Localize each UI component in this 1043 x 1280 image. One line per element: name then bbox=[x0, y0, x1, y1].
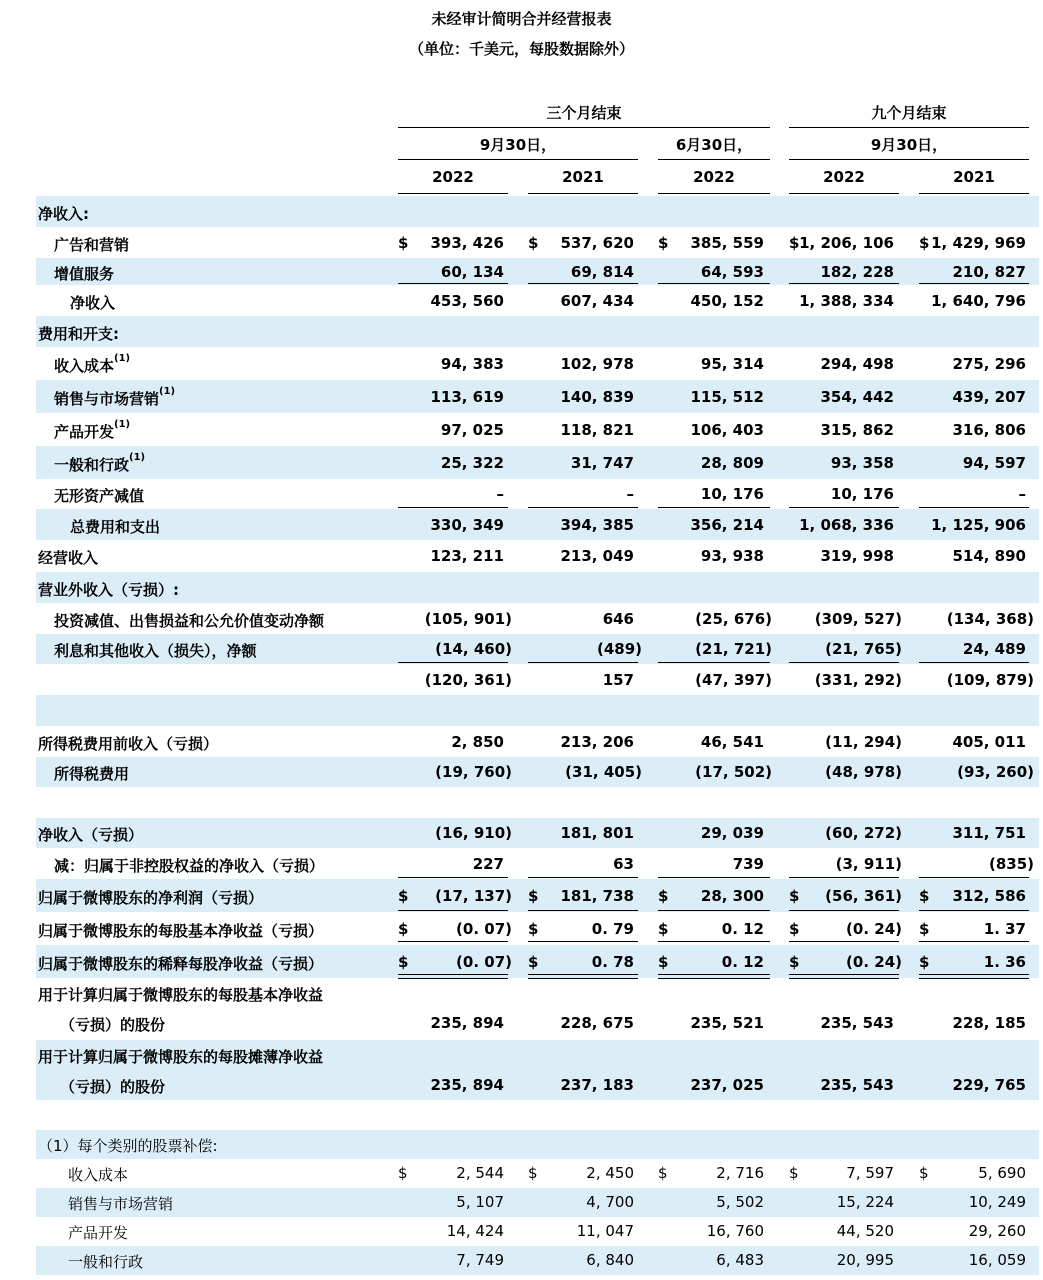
footnote-row bbox=[36, 1159, 1039, 1188]
header-nine-months: 九个月结束 bbox=[871, 104, 947, 122]
cell-value: 237, 025 bbox=[690, 1076, 764, 1094]
cell-value: (0. 07) bbox=[456, 953, 512, 971]
cell-value: 330, 349 bbox=[430, 516, 504, 534]
cell-value: 0. 12 bbox=[721, 920, 764, 938]
subtotal-underline bbox=[528, 877, 638, 878]
cell-value: 4, 700 bbox=[586, 1193, 634, 1211]
header-sep30-nine: 9月30日， bbox=[870, 136, 948, 154]
cell-value: 235, 543 bbox=[820, 1076, 894, 1094]
table-row bbox=[36, 634, 1039, 664]
header-rule bbox=[658, 193, 770, 194]
row-label: 产品开发 bbox=[68, 1224, 129, 1242]
cell-value: (3, 911) bbox=[835, 855, 902, 873]
cell-value: 607, 434 bbox=[560, 292, 634, 310]
cell-value: 97, 025 bbox=[440, 421, 504, 439]
currency-symbol: $ bbox=[919, 234, 930, 252]
cell-value: 1, 206, 106 bbox=[799, 234, 894, 252]
row-label: 产品开发$^{(1)}$ bbox=[54, 419, 131, 441]
currency-symbol: $ bbox=[919, 1164, 929, 1182]
cell-value: (16, 910) bbox=[435, 824, 512, 842]
subtotal-underline bbox=[398, 877, 508, 878]
subtotal-underline bbox=[919, 507, 1029, 508]
row-label: 用于计算归属于微博股东的每股摊薄净收益 bbox=[38, 1048, 324, 1066]
cell-value: (0. 24) bbox=[846, 953, 902, 971]
cell-value: 6, 483 bbox=[716, 1251, 764, 1269]
subtotal-underline bbox=[398, 507, 508, 508]
row-label-continued: （亏损）的股份 bbox=[60, 1016, 166, 1034]
subtotal-underline bbox=[528, 283, 638, 284]
cell-value: 102, 978 bbox=[560, 355, 634, 373]
cell-value: 29, 039 bbox=[700, 824, 764, 842]
cell-value: 10, 176 bbox=[700, 485, 764, 503]
table-row bbox=[36, 978, 1039, 1040]
cell-value: 7, 749 bbox=[456, 1251, 504, 1269]
cell-value: 10, 249 bbox=[968, 1193, 1026, 1211]
cell-value: 235, 894 bbox=[430, 1076, 504, 1094]
cell-value: 514, 890 bbox=[952, 547, 1026, 565]
cell-value: 1, 429, 969 bbox=[931, 234, 1026, 252]
cell-value: (21, 765) bbox=[825, 640, 902, 658]
cell-value: (835) bbox=[988, 855, 1034, 873]
footnote-title: （1）每个类别的股票补偿: bbox=[38, 1137, 218, 1155]
cell-value: (93, 260) bbox=[957, 763, 1034, 781]
row-label: 增值服务 bbox=[54, 265, 115, 283]
cell-value: 31, 747 bbox=[570, 454, 634, 472]
cell-value: (14, 460) bbox=[435, 640, 512, 658]
header-rule bbox=[398, 159, 638, 160]
table-row bbox=[36, 479, 1039, 509]
cell-value: 16, 760 bbox=[706, 1222, 764, 1240]
cell-value: (109, 879) bbox=[946, 671, 1034, 689]
cell-value: (17, 137) bbox=[435, 887, 512, 905]
table-row bbox=[36, 227, 1039, 258]
header-rule bbox=[528, 193, 638, 194]
header-rule bbox=[789, 193, 899, 194]
cell-value: – bbox=[496, 485, 504, 503]
cell-value: 10, 176 bbox=[830, 485, 894, 503]
cell-value: 181, 738 bbox=[560, 887, 634, 905]
cell-value: 0. 12 bbox=[721, 953, 764, 971]
footnote-marker: (1) bbox=[114, 419, 131, 430]
cell-value: 235, 521 bbox=[690, 1014, 764, 1032]
cell-value: 235, 894 bbox=[430, 1014, 504, 1032]
cell-value: 227 bbox=[472, 855, 504, 873]
table-row bbox=[36, 316, 1039, 347]
row-label: 净收入: bbox=[38, 205, 89, 223]
row-label: 用于计算归属于微博股东的每股基本净收益 bbox=[38, 986, 324, 1004]
cell-value: 235, 543 bbox=[820, 1014, 894, 1032]
cell-value: 5, 690 bbox=[978, 1164, 1026, 1182]
subtotal-underline bbox=[398, 283, 508, 284]
cell-value: (331, 292) bbox=[814, 671, 902, 689]
currency-symbol: $ bbox=[528, 887, 539, 905]
table-row bbox=[36, 540, 1039, 572]
table-row bbox=[36, 509, 1039, 540]
cell-value: 113, 619 bbox=[430, 388, 504, 406]
subtotal-underline bbox=[658, 910, 770, 911]
table-row bbox=[36, 347, 1039, 380]
cell-value: 312, 586 bbox=[952, 887, 1026, 905]
cell-value: 63 bbox=[613, 855, 634, 873]
currency-symbol: $ bbox=[919, 953, 930, 971]
cell-value: 294, 498 bbox=[820, 355, 894, 373]
subtotal-underline bbox=[789, 283, 899, 284]
header-rule bbox=[398, 127, 770, 128]
row-label: 收入成本$^{(1)}$ bbox=[54, 353, 131, 375]
cell-value: (11, 294) bbox=[825, 733, 902, 751]
cell-value: 439, 207 bbox=[952, 388, 1026, 406]
cell-value: 213, 206 bbox=[560, 733, 634, 751]
footnote-marker: (1) bbox=[159, 386, 176, 397]
cell-value: (21, 721) bbox=[695, 640, 772, 658]
cell-value: 28, 809 bbox=[700, 454, 764, 472]
footnote-marker: (1) bbox=[114, 353, 131, 364]
currency-symbol: $ bbox=[789, 887, 800, 905]
currency-symbol: $ bbox=[789, 920, 800, 938]
table-row bbox=[36, 413, 1039, 446]
cell-value: 11, 047 bbox=[576, 1222, 634, 1240]
header-year: 2022 bbox=[823, 168, 865, 186]
subtotal-underline bbox=[789, 877, 899, 878]
subtotal-underline bbox=[528, 507, 638, 508]
cell-value: 237, 183 bbox=[560, 1076, 634, 1094]
cell-value: 5, 107 bbox=[456, 1193, 504, 1211]
cell-value: (17, 502) bbox=[695, 763, 772, 781]
row-label: 销售与市场营销$^{(1)}$ bbox=[54, 386, 176, 408]
cell-value: (0. 24) bbox=[846, 920, 902, 938]
currency-symbol: $ bbox=[919, 920, 930, 938]
cell-value: 1, 388, 334 bbox=[799, 292, 894, 310]
cell-value: 229, 765 bbox=[952, 1076, 1026, 1094]
table-row bbox=[36, 879, 1039, 912]
cell-value: 2, 450 bbox=[586, 1164, 634, 1182]
subtotal-underline bbox=[789, 662, 899, 663]
footnote-row bbox=[36, 1188, 1039, 1217]
cell-value: 228, 675 bbox=[560, 1014, 634, 1032]
cell-value: – bbox=[1018, 485, 1026, 503]
currency-symbol: $ bbox=[658, 1164, 668, 1182]
table-row bbox=[36, 603, 1039, 634]
currency-symbol: $ bbox=[398, 234, 409, 252]
currency-symbol: $ bbox=[398, 1164, 408, 1182]
table-row bbox=[36, 446, 1039, 479]
cell-value: 93, 938 bbox=[700, 547, 764, 565]
cell-value: 106, 403 bbox=[690, 421, 764, 439]
cell-value: (60, 272) bbox=[825, 824, 902, 842]
row-label: 净收入 bbox=[70, 294, 116, 312]
cell-value: 316, 806 bbox=[952, 421, 1026, 439]
header-year: 2021 bbox=[953, 168, 995, 186]
cell-value: 537, 620 bbox=[560, 234, 634, 252]
row-label: 广告和营销 bbox=[54, 236, 130, 254]
subtotal-underline bbox=[919, 283, 1029, 284]
cell-value: 0. 78 bbox=[591, 953, 634, 971]
row-label: 收入成本 bbox=[68, 1166, 129, 1184]
cell-value: 140, 839 bbox=[560, 388, 634, 406]
header-rule bbox=[658, 159, 770, 160]
currency-symbol: $ bbox=[789, 1164, 799, 1182]
row-label: 一般和行政 bbox=[68, 1253, 144, 1271]
cell-value: 213, 049 bbox=[560, 547, 634, 565]
statement-title: 未经审计简明合并经营报表 bbox=[431, 10, 612, 28]
header-jun30: 6月30日， bbox=[675, 136, 753, 154]
cell-value: 29, 260 bbox=[968, 1222, 1026, 1240]
cell-value: 5, 502 bbox=[716, 1193, 764, 1211]
statement-subtitle: （单位：千美元，每股数据除外） bbox=[408, 40, 634, 58]
cell-value: 319, 998 bbox=[820, 547, 894, 565]
header-sep30: 9月30日， bbox=[479, 136, 557, 154]
row-label: 营业外收入（亏损）: bbox=[38, 581, 179, 599]
cell-value: 94, 597 bbox=[962, 454, 1026, 472]
cell-value: 354, 442 bbox=[820, 388, 894, 406]
subtotal-underline bbox=[789, 910, 899, 911]
currency-symbol: $ bbox=[528, 953, 539, 971]
table-row bbox=[36, 818, 1039, 848]
cell-value: 6, 840 bbox=[586, 1251, 634, 1269]
subtotal-underline bbox=[658, 877, 770, 878]
row-label: 减：归属于非控股权益的净收入（亏损） bbox=[54, 857, 325, 875]
subtotal-underline bbox=[658, 283, 770, 284]
cell-value: 1, 125, 906 bbox=[931, 516, 1026, 534]
row-label: 费用和开支: bbox=[38, 325, 119, 343]
subtotal-underline bbox=[398, 910, 508, 911]
subtotal-underline bbox=[658, 662, 770, 663]
currency-symbol: $ bbox=[789, 234, 800, 252]
cell-value: 69, 814 bbox=[570, 263, 634, 281]
cell-value: 2, 544 bbox=[456, 1164, 504, 1182]
table-row bbox=[36, 757, 1039, 787]
cell-value: 115, 512 bbox=[690, 388, 764, 406]
currency-symbol: $ bbox=[398, 953, 409, 971]
footnote-row bbox=[36, 1246, 1039, 1275]
table-row bbox=[36, 848, 1039, 879]
cell-value: (120, 361) bbox=[424, 671, 512, 689]
row-label: 销售与市场营销 bbox=[68, 1195, 174, 1213]
cell-value: 646 bbox=[602, 610, 634, 628]
cell-value: (309, 527) bbox=[814, 610, 902, 628]
row-label: 经营收入 bbox=[38, 549, 99, 567]
subtotal-underline bbox=[789, 507, 899, 508]
header-three-months: 三个月结束 bbox=[546, 104, 622, 122]
cell-value: 393, 426 bbox=[430, 234, 504, 252]
cell-value: 453, 560 bbox=[430, 292, 504, 310]
subtotal-underline bbox=[919, 877, 1029, 878]
cell-value: 118, 821 bbox=[560, 421, 634, 439]
row-label: 无形资产减值 bbox=[54, 487, 145, 505]
cell-value: 1. 37 bbox=[983, 920, 1026, 938]
currency-symbol: $ bbox=[398, 887, 409, 905]
table-row bbox=[36, 664, 1039, 695]
spacer-band bbox=[36, 695, 1039, 726]
row-label: 归属于微博股东的稀释每股净收益（亏损） bbox=[38, 955, 324, 973]
row-label: 所得税费用 bbox=[54, 765, 130, 783]
header-rule bbox=[919, 193, 1029, 194]
cell-value: (56, 361) bbox=[825, 887, 902, 905]
subtotal-underline bbox=[658, 507, 770, 508]
currency-symbol: $ bbox=[398, 920, 409, 938]
cell-value: 210, 827 bbox=[952, 263, 1026, 281]
cell-value: – bbox=[626, 485, 634, 503]
cell-value: 16, 059 bbox=[968, 1251, 1026, 1269]
header-year: 2022 bbox=[693, 168, 735, 186]
cell-value: 14, 424 bbox=[446, 1222, 504, 1240]
row-label: 总费用和支出 bbox=[70, 518, 161, 536]
table-row bbox=[36, 285, 1039, 316]
cell-value: (48, 978) bbox=[825, 763, 902, 781]
cell-value: (134, 368) bbox=[946, 610, 1034, 628]
cell-value: 25, 322 bbox=[440, 454, 504, 472]
cell-value: (47, 397) bbox=[695, 671, 772, 689]
row-label: 净收入（亏损） bbox=[38, 826, 144, 844]
subtotal-underline bbox=[398, 662, 508, 663]
header-year: 2021 bbox=[562, 168, 604, 186]
cell-value: 228, 185 bbox=[952, 1014, 1026, 1032]
subtotal-underline bbox=[919, 662, 1029, 663]
table-row bbox=[36, 258, 1039, 285]
cell-value: 93, 358 bbox=[830, 454, 894, 472]
cell-value: 24, 489 bbox=[962, 640, 1026, 658]
cell-value: 739 bbox=[732, 855, 764, 873]
cell-value: 356, 214 bbox=[690, 516, 764, 534]
row-label: 一般和行政$^{(1)}$ bbox=[54, 452, 146, 474]
cell-value: 7, 597 bbox=[846, 1164, 894, 1182]
currency-symbol: $ bbox=[658, 234, 669, 252]
cell-value: 157 bbox=[602, 671, 634, 689]
row-label: 归属于微博股东的每股基本净收益（亏损） bbox=[38, 922, 324, 940]
currency-symbol: $ bbox=[658, 953, 669, 971]
cell-value: 60, 134 bbox=[440, 263, 504, 281]
cell-value: (0. 07) bbox=[456, 920, 512, 938]
cell-value: 95, 314 bbox=[700, 355, 764, 373]
cell-value: 311, 751 bbox=[952, 824, 1026, 842]
cell-value: 20, 995 bbox=[836, 1251, 894, 1269]
table-row bbox=[36, 572, 1039, 603]
cell-value: (19, 760) bbox=[435, 763, 512, 781]
footnote-row bbox=[36, 1217, 1039, 1246]
currency-symbol: $ bbox=[528, 920, 539, 938]
footnote-title-row bbox=[36, 1130, 1039, 1159]
footnote-marker: (1) bbox=[129, 452, 146, 463]
cell-value: 2, 850 bbox=[451, 733, 504, 751]
cell-value: 405, 011 bbox=[952, 733, 1026, 751]
currency-symbol: $ bbox=[528, 234, 539, 252]
table-row bbox=[36, 196, 1039, 227]
table-row bbox=[36, 1040, 1039, 1100]
cell-value: 1, 640, 796 bbox=[931, 292, 1026, 310]
row-label: 所得税费用前收入（亏损） bbox=[38, 735, 219, 753]
subtotal-underline bbox=[919, 910, 1029, 911]
row-label-continued: （亏损）的股份 bbox=[60, 1078, 166, 1096]
currency-symbol: $ bbox=[658, 887, 669, 905]
cell-value: (489) bbox=[596, 640, 642, 658]
header-rule bbox=[789, 159, 1029, 160]
cell-value: 181, 801 bbox=[560, 824, 634, 842]
cell-value: 1, 068, 336 bbox=[799, 516, 894, 534]
cell-value: 44, 520 bbox=[836, 1222, 894, 1240]
cell-value: 0. 79 bbox=[591, 920, 634, 938]
row-label: 归属于微博股东的净利润（亏损） bbox=[38, 889, 264, 907]
row-label: 投资减值、出售损益和公允价值变动净额 bbox=[54, 612, 325, 630]
currency-symbol: $ bbox=[528, 1164, 538, 1182]
cell-value: 123, 211 bbox=[430, 547, 504, 565]
cell-value: 64, 593 bbox=[700, 263, 764, 281]
cell-value: (31, 405) bbox=[565, 763, 642, 781]
header-rule bbox=[398, 193, 508, 194]
cell-value: 15, 224 bbox=[836, 1193, 894, 1211]
row-label: 利息和其他收入（损失），净额 bbox=[54, 642, 257, 660]
cell-value: 275, 296 bbox=[952, 355, 1026, 373]
cell-value: 182, 228 bbox=[820, 263, 894, 281]
currency-symbol: $ bbox=[658, 920, 669, 938]
cell-value: 2, 716 bbox=[716, 1164, 764, 1182]
header-year: 2022 bbox=[432, 168, 474, 186]
cell-value: 94, 383 bbox=[440, 355, 504, 373]
cell-value: 315, 862 bbox=[820, 421, 894, 439]
cell-value: 450, 152 bbox=[690, 292, 764, 310]
cell-value: 394, 385 bbox=[560, 516, 634, 534]
subtotal-underline bbox=[528, 662, 638, 663]
cell-value: 1. 36 bbox=[983, 953, 1026, 971]
cell-value: 46, 541 bbox=[700, 733, 764, 751]
header-rule bbox=[789, 127, 1029, 128]
cell-value: (25, 676) bbox=[695, 610, 772, 628]
table-row bbox=[36, 380, 1039, 413]
cell-value: (105, 901) bbox=[424, 610, 512, 628]
table-row bbox=[36, 726, 1039, 757]
cell-value: 28, 300 bbox=[700, 887, 764, 905]
cell-value: 385, 559 bbox=[690, 234, 764, 252]
currency-symbol: $ bbox=[919, 887, 930, 905]
currency-symbol: $ bbox=[789, 953, 800, 971]
subtotal-underline bbox=[528, 910, 638, 911]
